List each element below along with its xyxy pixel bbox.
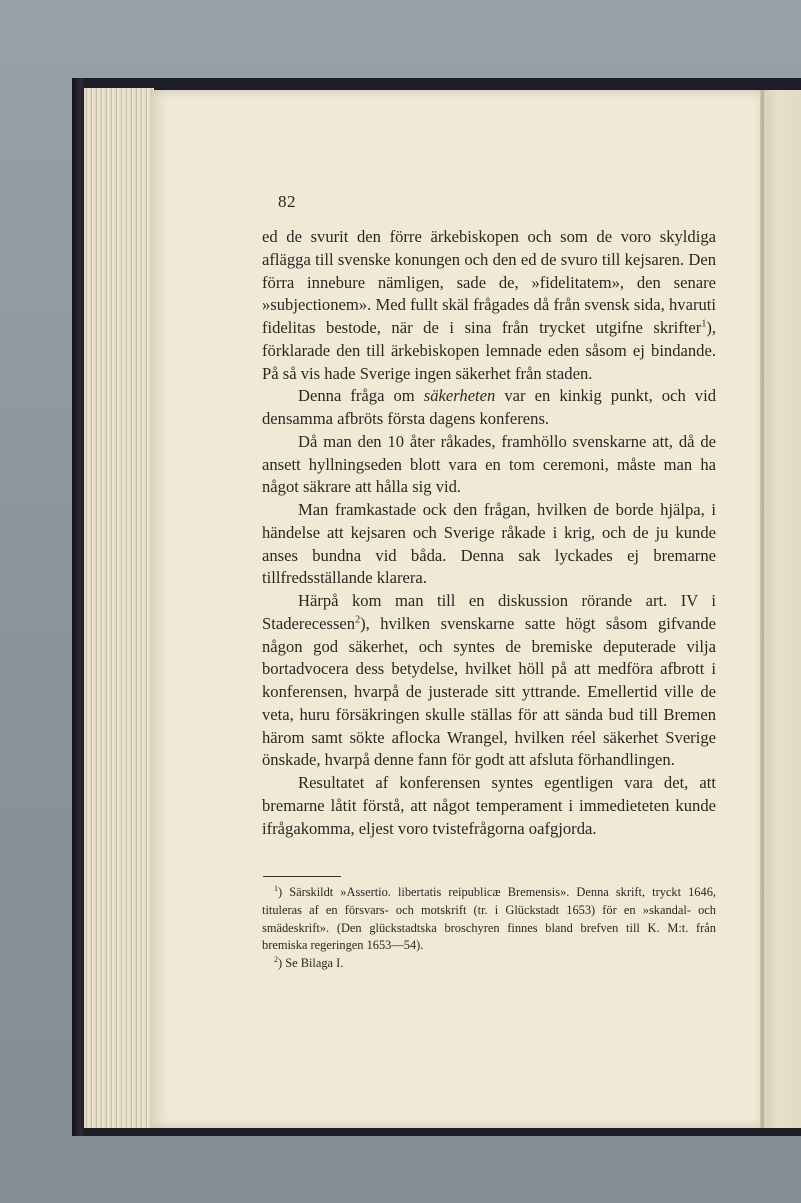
page-number: 82 <box>278 192 296 211</box>
paragraph-2-emphasis: säkerheten <box>423 386 496 406</box>
footnotes <box>262 884 716 973</box>
paragraph-5-start: Härpå kom man till en diskussion rörande art. IV i Staderecessen <box>262 591 716 633</box>
paragraph-2 <box>262 385 716 431</box>
footnote-ref-2: 2 <box>355 614 361 626</box>
paragraph-4: Man framkastade ock den frågan, hvilken de borde hjälpa, i händelse att kejsaren och Sverige råkade i krig, och de ju kunde anses bundna vid båda. Denna sak lyckades ej bremarne tillfredsställande klarera. <box>262 500 716 588</box>
paragraph-2-start: Denna fråga om <box>298 386 424 406</box>
footnote-2-text: ) Se Bilaga I. <box>278 956 344 971</box>
paragraph-3: Då man den 10 åter råkades, framhöllo svenskarne att, då de ansett hyllningseden blott vara en tom ceremoni, måste man ha något säkrare att hålla sig vid. <box>262 431 716 497</box>
footnote-2 <box>262 955 716 973</box>
paragraph-5 <box>262 590 716 772</box>
footnote-1-marker: 1 <box>274 883 278 893</box>
page-edges <box>84 88 154 1128</box>
facing-page-edge <box>764 90 801 1128</box>
paragraph-1-text: ed de svurit den förre ärkebiskopen och som de voro skyldiga aflägga till svenske konungen och den ed de svuro till kejsaren. Den förra innebure nämligen, sade de, »fidelitatem», den senare »subjectionem». Med fullt skäl frågades då från svensk sida, hvaruti fidelitas bestode, när de i sina från trycket utgifne skrifter <box>262 227 716 337</box>
footnote-1 <box>262 884 716 955</box>
body-text <box>262 226 716 840</box>
footnote-2-marker: 2 <box>274 955 278 965</box>
paragraph-5-end: ), hvilken svenskarne satte högt såsom gifvande någon god säkerhet, och syntes de bremiske deputerade vilja bortadvocera dess betydelse, hvilket höll på att medföra afbrott i konferensen, hvarpå de justerade sitt yttrande. Emellertid ville de veta, huru försäkringen skulle ställas för att sända bud till Bremen härom samt sökte aflocka Wrangel, hvilken réel säkerhet Sverige önskade, hvarpå denne fann för godt att afsluta förhandlingen. <box>262 613 716 770</box>
footnote-ref-1: 1 <box>701 318 707 330</box>
footnote-1-text: ) Särskildt »Assertio. libertatis reipublicæ Bremensis». Denna skrift, tryckt 1646, tituleras af en försvars- och motskrift (tr. i Glückstadt 1653) för en »skandal- och smädeskrift». (Den glückstadtska broschyren finnes bland brefven till K. M:t. från bremiska regeringen 1653—54). <box>262 885 716 953</box>
paragraph-1 <box>262 226 716 385</box>
paragraph-2-end: var en kinkig punkt, och vid densamma afbröts första dagens konferens. <box>262 386 716 428</box>
footnote-divider <box>263 876 341 877</box>
paragraph-1-end: ), förklarade den till ärkebiskopen lemnade eden såsom ej bindande. På så vis hade Sverige ingen säkerhet från staden. <box>262 318 716 383</box>
paragraph-6: Resultatet af konferensen syntes egentligen vara det, att bremarne låtit förstå, att något temperament i immedieteten kunde ifrågakomma, eljest voro tvistefrågorna oafgjorda. <box>262 773 716 838</box>
